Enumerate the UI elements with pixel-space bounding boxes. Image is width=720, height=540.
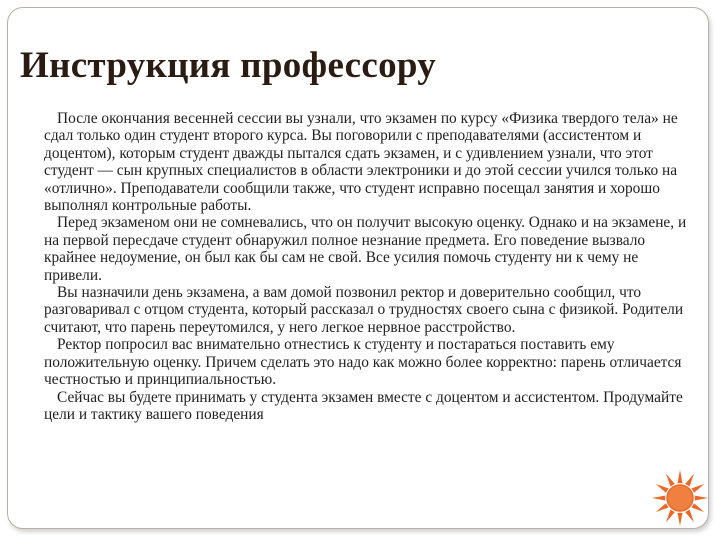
sun-ray	[692, 503, 705, 512]
sun-ray	[685, 474, 694, 487]
sun-icon	[650, 468, 710, 528]
paragraph-1: После окончания весенней сессии вы узнали, что экзамен по курсу «Физика твердого тела» не сдал только один студент второго курса. Вы поговорили с преподавателями (ассистентом и доцентом), которым студент дважды пытался сдать экзамен, и с удивлением узнали, что этот студент — сын крупных специалистов в области электроники и до этой сессии учился только на «отлично». Преподаватели сообщили также, что студент исправно посещал занятия и хорошо выполнял контрольные работы.	[44, 110, 678, 215]
paragraph-2: Перед экзаменом они не сомневались, что он получит высокую оценку. Однако и на экзамене, и на первой пересдаче студент обнаружил полное незнание предмета. Его поведение вызвало крайнее недоумение, он был как бы сам не свой. Все усилия помочь студенту ни к чему не привели.	[44, 214, 687, 284]
sun-ray	[677, 470, 682, 483]
sun-core	[667, 485, 693, 511]
sun-ray	[652, 495, 665, 500]
paragraph-4: Ректор попросил вас внимательно отнестись к студенту и постараться поставить ему положительную оценку. Причем сделать это надо как можно более корректно: парень отличается честностью и принципиальностью.	[44, 336, 682, 389]
slide-title: Инструкция профессору	[20, 45, 437, 86]
paragraph-5: Сейчас вы будете принимать у студента экзамен вместе с доцентом и ассистентом. Продумайте цели и тактику вашего поведения	[44, 388, 683, 423]
sun-ray	[692, 484, 705, 493]
sun-ray	[685, 510, 694, 523]
sun-ray	[656, 503, 669, 512]
slide-body	[44, 110, 694, 423]
sun-ray	[677, 513, 682, 526]
sun-ray	[656, 484, 669, 493]
paragraph-3: Вы назначили день экзамена, а вам домой позвонил ректор и доверительно сообщил, что разговаривал с отцом студента, который рассказал о трудностях своего сына с физикой. Родители считают, что парень переутомился, у него легкое нервное расстройство.	[44, 284, 684, 336]
sun-ray	[666, 474, 675, 487]
sun-ray	[695, 495, 708, 500]
sun-ray	[666, 510, 675, 523]
